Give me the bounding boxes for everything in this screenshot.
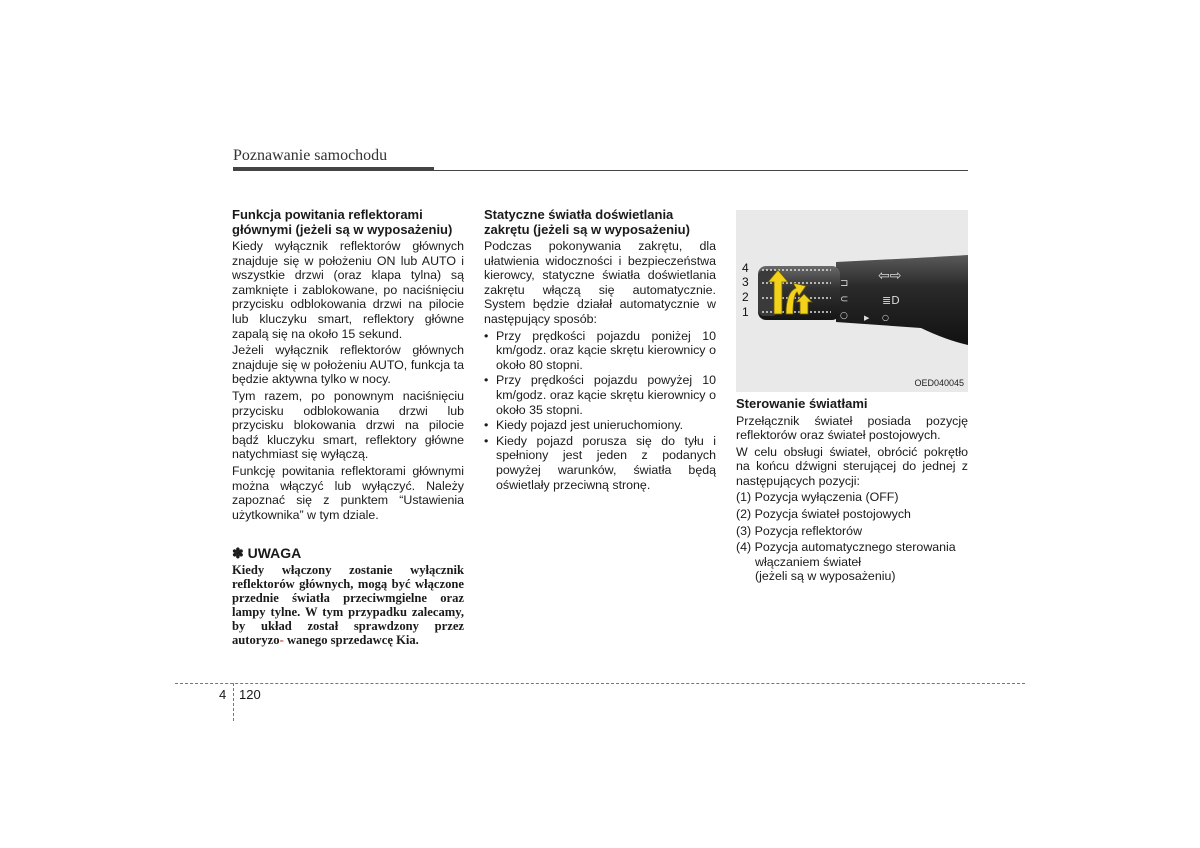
figure-code: OED040045 [914,378,964,388]
light-switch-figure [736,210,968,392]
list-item-continuation: włączaniem świateł [755,554,862,569]
welcome-heading: Funkcja powitania reflektorami głównymi (jeżeli są w wyposażeniu) [232,207,453,237]
welcome-paragraph-2: Jeżeli wyłącznik reflektorów głównych znajduje się w położeniu AUTO, funkcja ta będzie aktywna tylko w nocy. [232,343,464,387]
off-symbol-icon: ○ [840,311,848,321]
parking-symbol-icon: ⊂ [840,294,849,305]
footer-divider [175,683,1025,684]
list-item: • Przy prędkości pojazdu powyżej 10 km/godz. oraz kącie skrętu kierownicy o około 35 stopni. [484,373,716,417]
bullet: • [484,328,489,343]
bullet: • [484,433,489,448]
position-label: 3 [742,275,749,289]
header-rule [233,167,434,171]
light-control-paragraph-2: W celu obsługi świateł, obrócić pokrętło na końcu dźwigni sterującej do jednej z następujących pozycji: [736,444,968,488]
bullet: • [484,418,489,433]
welcome-paragraph-1: Kiedy wyłącznik reflektorów głównych znajduje się w położeniu ON lub AUTO i wszystkie drzwi (oraz klapa tylna) są zamknięte i zablokowane, po naciśnięciu przycisku odblokowania drzwi na pilocie lub kluczyku smart, reflektory główne zapalą się na około 15 sekund. [232,239,464,341]
position-list [736,490,968,584]
position-label: 2 [742,290,749,304]
fog-lamp-icon: ≣D [882,294,900,307]
warning-text [232,563,464,647]
list-item: • Kiedy pojazd porusza się do tyłu i spełniony jest jeden z podanych powyżej warunków, światła będą oświetlały przeciwną stronę. [484,433,716,492]
footer-divider-vertical [233,683,234,721]
cornering-intro: Podczas pokonywania zakrętu, dla ułatwienia widoczności i bezpieczeństwa kierowcy, statyczne światła doświetlania zakrętu włączą się automatycznie. System będzie działał automatycznie w następujący sposób: [484,239,716,326]
section-number: 4 [219,687,227,702]
list-item: (1) Pozycja wyłączenia (OFF) [736,490,899,505]
column-light-control [736,397,968,586]
turn-signal-icon: ⇦⇨ [878,268,902,284]
welcome-paragraph-4: Funkcję powitania reflektorami głównymi można włączyć lub wyłączyć. Należy zapoznać się z punktem “Ustawienia użytkownika” w tym dziale. [232,463,464,522]
list-item: (3) Pozycja reflektorów [736,523,863,538]
position-label: 4 [742,261,749,275]
warning-hyphen: - [279,632,284,647]
bullet: • [484,373,489,388]
list-item: (2) Pozycja świateł postojowych [736,507,911,522]
stalk-illustration [736,210,968,392]
warning-title: ✽ UWAGA [232,545,302,562]
page-number: 120 [239,687,261,702]
warning-text-end: wanego sprzedawcę Kia. [286,632,419,647]
column-cornering-lights [484,208,716,493]
list-item: (4) Pozycja automatycznego sterowania [736,540,956,555]
position-label: 1 [742,305,749,319]
cornering-heading: Statyczne światła doświetlania zakrętu (jeżeli są w wyposażeniu) [484,207,690,237]
column-welcome-function [232,208,464,649]
header-rule-thin [434,170,968,171]
stalk-body [836,255,968,345]
cornering-list [484,329,716,493]
warning-text-main: Kiedy włączony zostanie wyłącznik reflektorów głównych, mogą być włączone przednie światła przeciwmgielne oraz lampy tylne. W tym przypadku zalecamy, by układ został sprawdzony przez autoryzo [232,562,464,647]
light-control-heading: Sterowanie światłami [736,396,868,411]
list-item: • Kiedy pojazd jest unieruchomiony. [484,418,684,433]
pointer-icon: ▶ [864,314,870,322]
list-item: • Przy prędkości pojazdu poniżej 10 km/godz. oraz kącie skrętu kierownicy o około 80 stopni. [484,328,716,372]
light-control-paragraph-1: Przełącznik świateł posiada pozycję reflektorów oraz świateł postojowych. [736,413,968,443]
header-title: Poznawanie samochodu [233,147,388,164]
off-symbol-icon: ○ [882,313,889,322]
headlight-symbol-icon: ⊐ [840,278,849,289]
welcome-paragraph-3: Tym razem, po ponownym naciśnięciu przycisku odblokowania drzwi lub przycisku blokowania drzwi na pilocie bądź kluczyku smart, reflektory główne natychmiast się wyłączą. [232,388,464,462]
list-item-continuation: (jeżeli są w wyposażeniu) [755,569,896,584]
